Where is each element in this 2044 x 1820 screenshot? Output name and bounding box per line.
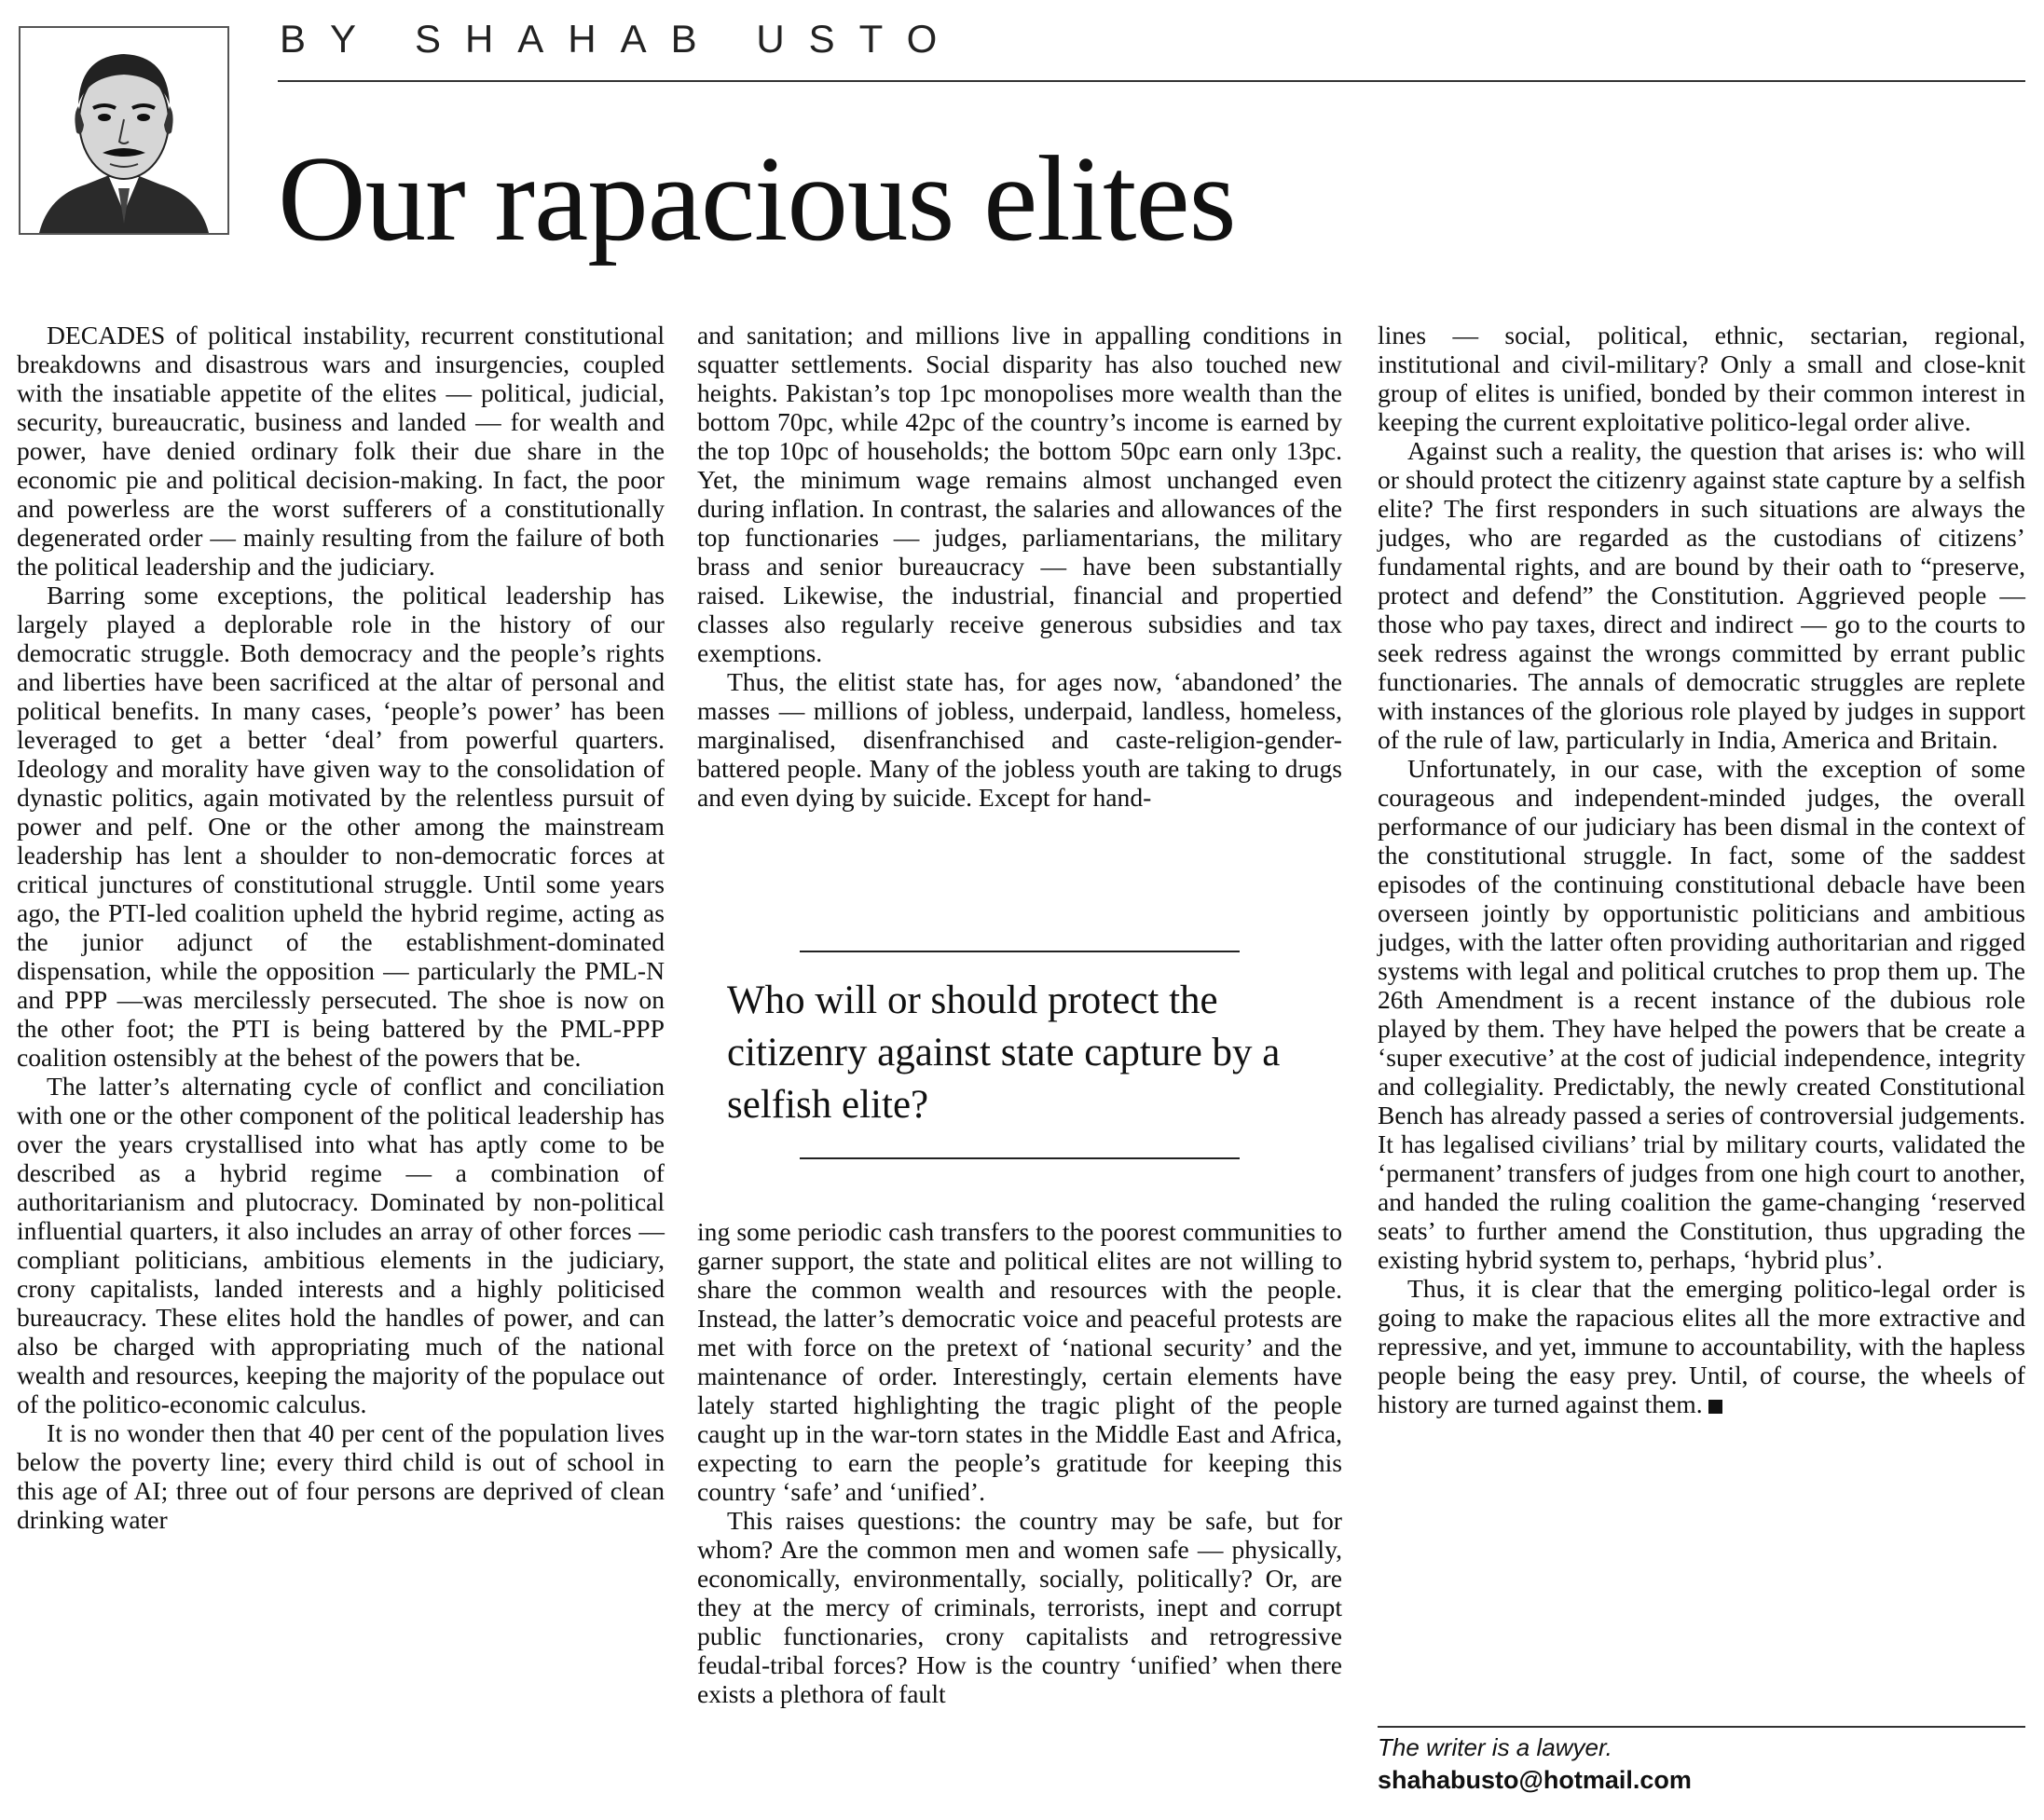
paragraph: The latter’s alternating cycle of conflict and conciliation with one or the other component of the political leadership has over the years crystallised into what has aptly come to be described as a hybrid regime — a combination of authoritarianism and plutocracy. Dominated by non-political influential quarters, it also includes an array of other forces — compliant politicians, ambitious elements in the judiciary, crony capitalists, landed interests and a highly politicised bureaucracy. These elites hold the handles of power, and can also be charged with appropriating much of the national wealth and resources, keeping the majority of the populace out of the politico-economic calculus.	[17, 1072, 665, 1418]
paragraph: and sanitation; and millions live in appalling conditions in squatter settlements. Social disparity has also touched new heights. Pakistan’s top 1pc monopolises more wealth than the bottom 70pc, while 42pc of the country’s income is earned by the top 10pc of households; the bottom 50pc earn only 13pc. Yet, the minimum wage remains almost unchanged even during inflation. In contrast, the salaries and allowances of the top functionaries — judges, parliamentarians, the military brass and senior bureaucracy — have been substantially raised. Likewise, the industrial, financial and propertied classes also regularly receive generous subsidies and tax exemptions.	[697, 321, 1342, 667]
paragraph: Against such a reality, the question that arises is: who will or should protect the citizenry against state capture by a selfish elite? The first responders in such situations are always the judges, who are regarded as the custodians of citizens’ fundamental rights, and are bound by their oath to “preserve, protect and defend” the Constitution. Aggrieved people — those who pay taxes, direct and indirect — go to the courts to seek redress against the wrongs committed by errant public functionaries. The annals of democratic struggles are replete with instances of the glorious role played by judges in support of the rule of law, particularly in India, America and Britain.	[1378, 436, 2025, 754]
article-column-3	[1378, 321, 2025, 1418]
pull-quote: Who will or should protect the citizenry against state capture by a selfish elite?	[727, 978, 1281, 1127]
pull-quote-rule-bottom	[800, 1157, 1240, 1159]
paragraph: Barring some exceptions, the political leadership has largely played a deplorable role in the history of our democratic struggle. Both democracy and the people’s rights and liberties have been sacrificed at the altar of personal and political benefits. In many cases, ‘people’s power’ has been leveraged to get a better ‘deal’ from powerful quarters. Ideology and morality have given way to the consolidation of dynastic politics, again motivated by the relentless pursuit of power and pelf. One or the other among the mainstream leadership has lent a shoulder to non-democratic forces at critical junctures of constitutional struggle. Until some years ago, the PTI-led coalition upheld the hybrid regime, acting as the junior adjunct of the establishment-dominated dispensation, while the opposition — particularly the PML-N and PPP —was mercilessly persecuted. The shoe is now on the other foot; the PTI is being battered by the PML-PPP coalition ostensibly at the behest of the powers that be.	[17, 581, 665, 1072]
writer-note: The writer is a lawyer.	[1378, 1733, 1612, 1761]
paragraph: DECADES of political instability, recurrent constitutional breakdowns and disastrous wars and insurgencies, coupled with the insatiable appetite of the elites — political, judicial, security, bureaucratic, business and landed — for wealth and power, have denied ordinary folk their due share in the economic pie and political decision-making. In fact, the poor and powerless are the worst sufferers of a constitutionally degenerated order — mainly resulting from the failure of both the political leadership and the judiciary.	[17, 321, 665, 581]
byline: BY SHAHAB USTO	[280, 17, 962, 61]
author-portrait-sketch	[21, 28, 227, 233]
byline-rule	[278, 80, 2025, 82]
author-portrait	[19, 26, 229, 235]
footer-rule	[1378, 1726, 2025, 1728]
article-column-2-bottom	[697, 1217, 1342, 1708]
article-column-1	[17, 321, 665, 1534]
final-paragraph-text: Thus, it is clear that the emerging politico-legal order is going to make the rapacious elites all the more extractive and repressive, and yet, immune to accountability, with the hapless people being the easy prey. Until, of course, the wheels of history are turned against them.	[1378, 1274, 2025, 1418]
paragraph: Thus, the elitist state has, for ages now, ‘abandoned’ the masses — millions of jobless, underpaid, landless, homeless, marginalised, disenfranchised and caste-religion-gender-battered people. Many of the jobless youth are taking to drugs and even dying by suicide. Except for hand-	[697, 667, 1342, 812]
author-email: shahabusto@hotmail.com	[1378, 1766, 1692, 1794]
paragraph-final	[1378, 1274, 2025, 1418]
end-mark-icon	[1708, 1400, 1722, 1414]
headline: Our rapacious elites	[278, 131, 1236, 267]
paragraph: It is no wonder then that 40 per cent of the population lives below the poverty line; every third child is out of school in this age of AI; three out of four persons are deprived of clean drinking water	[17, 1418, 665, 1534]
paragraph: Unfortunately, in our case, with the exception of some courageous and independent-minded judges, the overall performance of our judiciary has been dismal in the context of the constitutional struggle. In fact, some of the saddest episodes of the continuing constitutional debacle have been overseen jointly by opportunistic politicians and ambitious judges, with the latter often providing authoritarian and rigged systems with legal and political crutches to prop them up. The 26th Amendment is a recent instance of the dubious role played by them. They have helped the powers that be create a ‘super executive’ at the cost of judicial independence, integrity and collegiality. Predictably, the newly created Constitutional Bench has already passed a series of controversial judgements. It has legalised civilians’ trial by military courts, validated the ‘permanent’ transfers of judges from one high court to another, and handed the ruling coalition the game-changing ‘reserved seats’ to further amend the Constitution, thus upgrading the existing hybrid system to, perhaps, ‘hybrid plus’.	[1378, 754, 2025, 1274]
article-column-2-top	[697, 321, 1342, 812]
paragraph: ing some periodic cash transfers to the poorest communities to garner support, the state and political elites are not willing to share the common wealth and resources with the people. Instead, the latter’s democratic voice and peaceful protests are met with force on the pretext of ‘national security’ and the maintenance of order. Interestingly, certain elements have lately started highlighting the tragic plight of the people caught up in the war-torn states in the Middle East and Africa, expecting to earn the people’s gratitude for keeping this country ‘safe’ and ‘unified’.	[697, 1217, 1342, 1506]
paragraph: lines — social, political, ethnic, sectarian, regional, institutional and civil-military? Only a small and close-knit group of elites is unified, bonded by their common interest in keeping the current exploitative politico-legal order alive.	[1378, 321, 2025, 436]
paragraph: This raises questions: the country may be safe, but for whom? Are the common men and women safe — physically, economically, environmentally, socially, politically? Or, are they at the mercy of criminals, terrorists, inept and corrupt public functionaries, crony capitalists and retrogressive feudal-tribal forces? How is the country ‘unified’ when there exists a plethora of fault	[697, 1506, 1342, 1708]
pull-quote-rule-top	[800, 951, 1240, 952]
